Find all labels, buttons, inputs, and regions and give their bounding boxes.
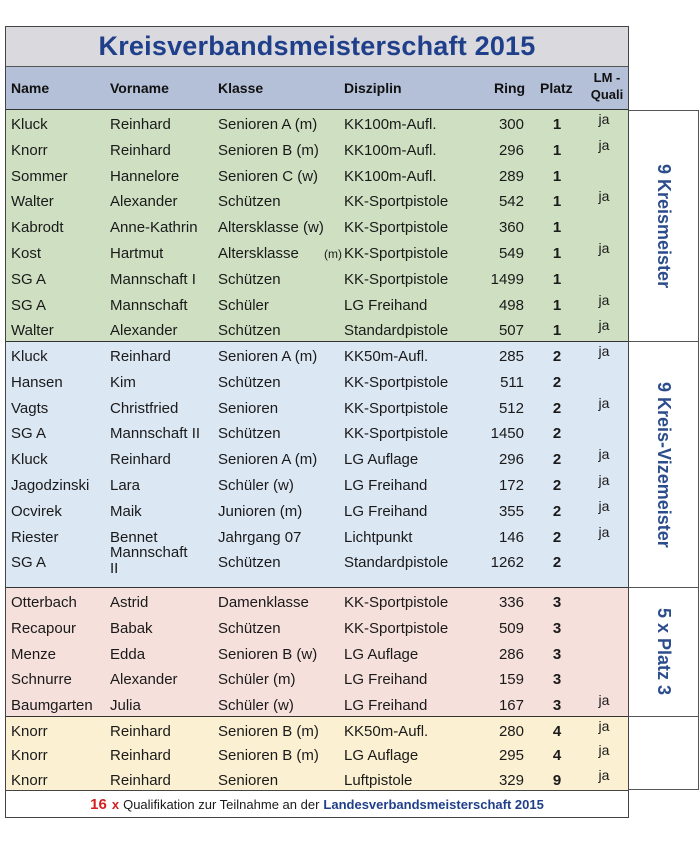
cell-vorname: Edda [110, 646, 146, 663]
cell-lm-quali: ja [598, 767, 610, 783]
cell-disziplin: KK-Sportpistole [344, 594, 449, 611]
cell-lm-quali: ja [598, 472, 610, 488]
cell-platz: 1 [552, 271, 562, 288]
header-disziplin: Disziplin [344, 80, 402, 96]
cell-vorname: Alexander [110, 193, 178, 210]
cell-disziplin: LG Auflage [344, 747, 419, 764]
cell-platz: 3 [552, 594, 562, 611]
cell-platz: 2 [552, 477, 562, 494]
cell-ring: 159 [498, 671, 524, 688]
cell-name: Knorr [11, 723, 48, 740]
page-title: Kreisverbandsmeisterschaft 2015 [6, 27, 628, 67]
cell-disziplin: Standardpistole [344, 322, 449, 339]
cell-vorname: Maik [110, 503, 142, 520]
cell-ring: 329 [498, 772, 524, 789]
cell-vorname: Mannschaft [110, 297, 188, 314]
table-row [6, 368, 628, 394]
cell-ring: 549 [498, 245, 524, 262]
table-row [6, 239, 628, 265]
cell-name: Walter [11, 193, 54, 210]
cell-vorname: Reinhard [110, 116, 171, 133]
cell-klasse: Schützen [218, 374, 281, 391]
cell-lm-quali: ja [598, 718, 610, 734]
cell-klasse: Senioren [218, 772, 279, 789]
cell-klasse: Schüler (w) [218, 477, 294, 494]
cell-platz: 1 [552, 168, 562, 185]
cell-disziplin: LG Freihand [344, 477, 428, 494]
table-row [6, 665, 628, 691]
cell-klasse: Senioren C (w) [218, 168, 319, 185]
cell-klasse: Damenklasse [218, 594, 309, 611]
cell-name: SG A [11, 425, 47, 442]
cell-name: Sommer [11, 168, 68, 185]
cell-name: Kluck [11, 116, 48, 133]
cell-ring: 1262 [490, 554, 524, 571]
cell-name: Menze [11, 646, 57, 663]
cell-disziplin: KK-Sportpistole [344, 245, 449, 262]
cell-name: Schnurre [11, 671, 72, 688]
cell-name: SG A [11, 297, 47, 314]
cell-disziplin: LG Freihand [344, 297, 428, 314]
cell-vorname: Alexander [110, 671, 178, 688]
cell-ring: 512 [498, 400, 524, 417]
cell-klasse: Altersklasse [218, 245, 299, 262]
cell-vorname: Reinhard [110, 747, 171, 764]
cell-klasse: Senioren A (m) [218, 348, 318, 365]
cell-platz: 1 [552, 116, 562, 133]
table-row [6, 741, 628, 767]
cell-klasse: Schüler (w) [218, 697, 294, 714]
cell-platz: 2 [552, 451, 562, 468]
cell-vorname: Reinhard [110, 723, 171, 740]
table-row [6, 162, 628, 188]
cell-name: Hansen [11, 374, 63, 391]
cell-vorname: Kim [110, 374, 136, 391]
table-row [6, 471, 628, 497]
table-row [6, 614, 628, 640]
cell-vorname: Mannschaft II [110, 425, 201, 442]
cell-platz: 4 [552, 723, 562, 740]
cell-klasse: Altersklasse (w) [218, 219, 324, 236]
cell-name: Otterbach [11, 594, 77, 611]
cell-klasse: Senioren B (m) [218, 747, 319, 764]
footer-x: x [111, 796, 120, 812]
cell-ring: 336 [498, 594, 524, 611]
table-row [6, 640, 628, 666]
cell-lm-quali: ja [598, 742, 610, 758]
cell-platz: 1 [552, 142, 562, 159]
cell-platz: 2 [552, 348, 562, 365]
cell-name: Recapour [11, 620, 77, 637]
cell-disziplin: Lichtpunkt [344, 529, 413, 546]
cell-lm-quali: ja [598, 524, 610, 540]
cell-klasse: Jahrgang 07 [218, 529, 302, 546]
side-label-platz3 [629, 588, 699, 717]
cell-lm-quali: ja [598, 395, 610, 411]
cell-platz: 1 [552, 297, 562, 314]
cell-ring: 509 [498, 620, 524, 637]
cell-ring: 296 [498, 451, 524, 468]
cell-lm-quali: ja [598, 188, 610, 204]
cell-disziplin: KK-Sportpistole [344, 374, 449, 391]
cell-ring: 511 [500, 374, 524, 391]
cell-klasse-suffix: (m) [324, 247, 342, 261]
cell-vorname: Christfried [110, 400, 179, 417]
table-row [6, 316, 628, 342]
table-row [6, 187, 628, 213]
cell-vorname: Astrid [110, 594, 149, 611]
table-row [6, 766, 628, 792]
cell-disziplin: LG Freihand [344, 503, 428, 520]
cell-name: Walter [11, 322, 54, 339]
cell-klasse: Junioren (m) [218, 503, 303, 520]
cell-ring: 355 [498, 503, 524, 520]
side-label-kreismeister [629, 110, 699, 342]
cell-disziplin: LG Auflage [344, 646, 419, 663]
cell-ring: 542 [498, 193, 524, 210]
table-row [6, 691, 628, 717]
cell-name: Kabrodt [11, 219, 64, 236]
footer-highlight: Landesverbandsmeisterschaft 2015 [323, 796, 544, 812]
cell-name: Vagts [11, 400, 49, 417]
group-platz3 [6, 588, 628, 717]
table-row [6, 419, 628, 445]
cell-ring: 507 [498, 322, 524, 339]
cell-lm-quali: ja [598, 240, 610, 256]
cell-platz: 2 [552, 425, 562, 442]
side-label-vizemeister [629, 342, 699, 588]
cell-disziplin: KK50m-Aufl. [344, 723, 429, 740]
group-other [6, 717, 628, 790]
cell-platz: 3 [552, 646, 562, 663]
cell-vorname: Lara [110, 477, 141, 494]
cell-ring: 289 [498, 168, 524, 185]
table-row [6, 136, 628, 162]
cell-klasse: Schützen [218, 193, 281, 210]
cell-ring: 280 [498, 723, 524, 740]
cell-ring: 1499 [490, 271, 524, 288]
table-row [6, 445, 628, 471]
header-vorname: Vorname [110, 80, 169, 96]
footer-text: Qualifikation zur Teilnahme an der [123, 796, 320, 812]
header-ring: Ring [494, 80, 526, 96]
cell-platz: 1 [552, 193, 562, 210]
cell-vorname: Babak [110, 620, 153, 637]
cell-name: SG A [11, 271, 47, 288]
table-row [6, 497, 628, 523]
cell-klasse: Schüler (m) [218, 671, 296, 688]
footer [5, 790, 629, 818]
cell-name: Riester [11, 529, 59, 546]
footer-count: 16 [90, 795, 107, 813]
cell-platz: 2 [552, 374, 562, 391]
cell-ring: 1450 [490, 425, 524, 442]
table-row [6, 717, 628, 743]
cell-vorname: Reinhard [110, 348, 171, 365]
header-lm-line1: LM - [593, 70, 621, 85]
cell-ring: 285 [498, 348, 524, 365]
side-label-empty [629, 717, 699, 790]
cell-lm-quali: ja [598, 446, 610, 462]
cell-ring: 296 [498, 142, 524, 159]
cell-lm-quali: ja [598, 292, 610, 308]
table-header [6, 67, 628, 110]
cell-vorname: Julia [110, 697, 141, 714]
cell-vorname-line2: II [110, 560, 119, 577]
cell-klasse: Senioren B (w) [218, 646, 318, 663]
cell-klasse: Senioren B (m) [218, 142, 319, 159]
cell-name: Jagodzinski [11, 477, 90, 494]
cell-platz: 3 [552, 697, 562, 714]
table-row [6, 544, 628, 577]
cell-platz: 3 [552, 671, 562, 688]
cell-ring: 172 [498, 477, 524, 494]
cell-disziplin: KK-Sportpistole [344, 193, 449, 210]
cell-platz: 1 [552, 322, 562, 339]
cell-klasse: Schützen [218, 322, 281, 339]
group-kreismeister [6, 110, 628, 342]
cell-platz: 1 [552, 219, 562, 236]
cell-lm-quali: ja [598, 692, 610, 708]
table-row [6, 394, 628, 420]
cell-platz: 1 [552, 245, 562, 262]
cell-platz: 2 [552, 503, 562, 520]
cell-disziplin: KK50m-Aufl. [344, 348, 429, 365]
cell-vorname: Reinhard [110, 451, 171, 468]
group-vizemeister [6, 342, 628, 588]
cell-platz: 4 [552, 747, 562, 764]
cell-lm-quali: ja [598, 137, 610, 153]
cell-name: Knorr [11, 142, 48, 159]
cell-disziplin: KK-Sportpistole [344, 620, 449, 637]
cell-ring: 360 [498, 219, 524, 236]
cell-name: Baumgarten [11, 697, 93, 714]
cell-ring: 498 [498, 297, 524, 314]
cell-disziplin: Standardpistole [344, 554, 449, 571]
cell-disziplin: KK-Sportpistole [344, 219, 449, 236]
cell-vorname: Alexander [110, 322, 178, 339]
cell-vorname: Bennet [110, 529, 158, 546]
cell-klasse: Schützen [218, 554, 281, 571]
cell-vorname: Hartmut [110, 245, 164, 262]
side-label-text: 9 Kreis-Vizemeister [654, 381, 674, 548]
cell-platz: 2 [552, 554, 562, 571]
cell-klasse: Senioren A (m) [218, 116, 318, 133]
cell-name: Knorr [11, 772, 48, 789]
cell-ring: 167 [498, 697, 524, 714]
cell-klasse: Senioren B (m) [218, 723, 319, 740]
cell-klasse: Senioren A (m) [218, 451, 318, 468]
cell-klasse: Schützen [218, 620, 281, 637]
cell-name: Knorr [11, 747, 48, 764]
header-klasse: Klasse [218, 80, 264, 96]
cell-vorname: Reinhard [110, 142, 171, 159]
cell-disziplin: KK-Sportpistole [344, 400, 449, 417]
cell-vorname: Mannschaft I [110, 271, 196, 288]
cell-platz: 9 [552, 772, 562, 789]
cell-disziplin: KK-Sportpistole [344, 425, 449, 442]
cell-platz: 3 [552, 620, 562, 637]
cell-klasse: Senioren [218, 400, 279, 417]
table-row [6, 265, 628, 291]
cell-lm-quali: ja [598, 317, 610, 333]
table-row [6, 342, 628, 368]
cell-vorname: Reinhard [110, 772, 171, 789]
table-row [6, 523, 628, 549]
cell-disziplin: KK100m-Aufl. [344, 168, 437, 185]
cell-vorname: Mannschaft [110, 544, 188, 561]
cell-lm-quali: ja [598, 498, 610, 514]
side-label-text: 9 Kreismeister [654, 163, 674, 289]
cell-name: SG A [11, 554, 47, 571]
table-row [6, 110, 628, 136]
cell-platz: 2 [552, 529, 562, 546]
cell-ring: 295 [498, 747, 524, 764]
header-lm-line2: Quali [590, 87, 624, 102]
cell-platz: 2 [552, 400, 562, 417]
cell-ring: 300 [498, 116, 524, 133]
table-row [6, 291, 628, 317]
header-name: Name [11, 80, 50, 96]
cell-name: Kluck [11, 348, 48, 365]
cell-name: Kost [11, 245, 42, 262]
cell-disziplin: LG Freihand [344, 671, 428, 688]
cell-klasse: Schüler [218, 297, 269, 314]
cell-lm-quali: ja [598, 343, 610, 359]
cell-name: Kluck [11, 451, 48, 468]
cell-name: Ocvirek [11, 503, 62, 520]
cell-ring: 146 [498, 529, 524, 546]
cell-disziplin: KK100m-Aufl. [344, 142, 437, 159]
header-platz: Platz [540, 80, 573, 96]
table-row [6, 213, 628, 239]
side-label-text: 5 x Platz 3 [654, 608, 674, 696]
cell-disziplin: LG Auflage [344, 451, 419, 468]
cell-vorname: Anne-Kathrin [110, 219, 198, 236]
cell-disziplin: KK-Sportpistole [344, 271, 449, 288]
cell-klasse: Schützen [218, 425, 281, 442]
cell-vorname: Hannelore [110, 168, 180, 185]
cell-klasse: Schützen [218, 271, 281, 288]
cell-disziplin: KK100m-Aufl. [344, 116, 437, 133]
table-row [6, 588, 628, 614]
cell-disziplin: LG Freihand [344, 697, 428, 714]
cell-lm-quali: ja [598, 111, 610, 127]
cell-disziplin: Luftpistole [344, 772, 413, 789]
cell-ring: 286 [498, 646, 524, 663]
